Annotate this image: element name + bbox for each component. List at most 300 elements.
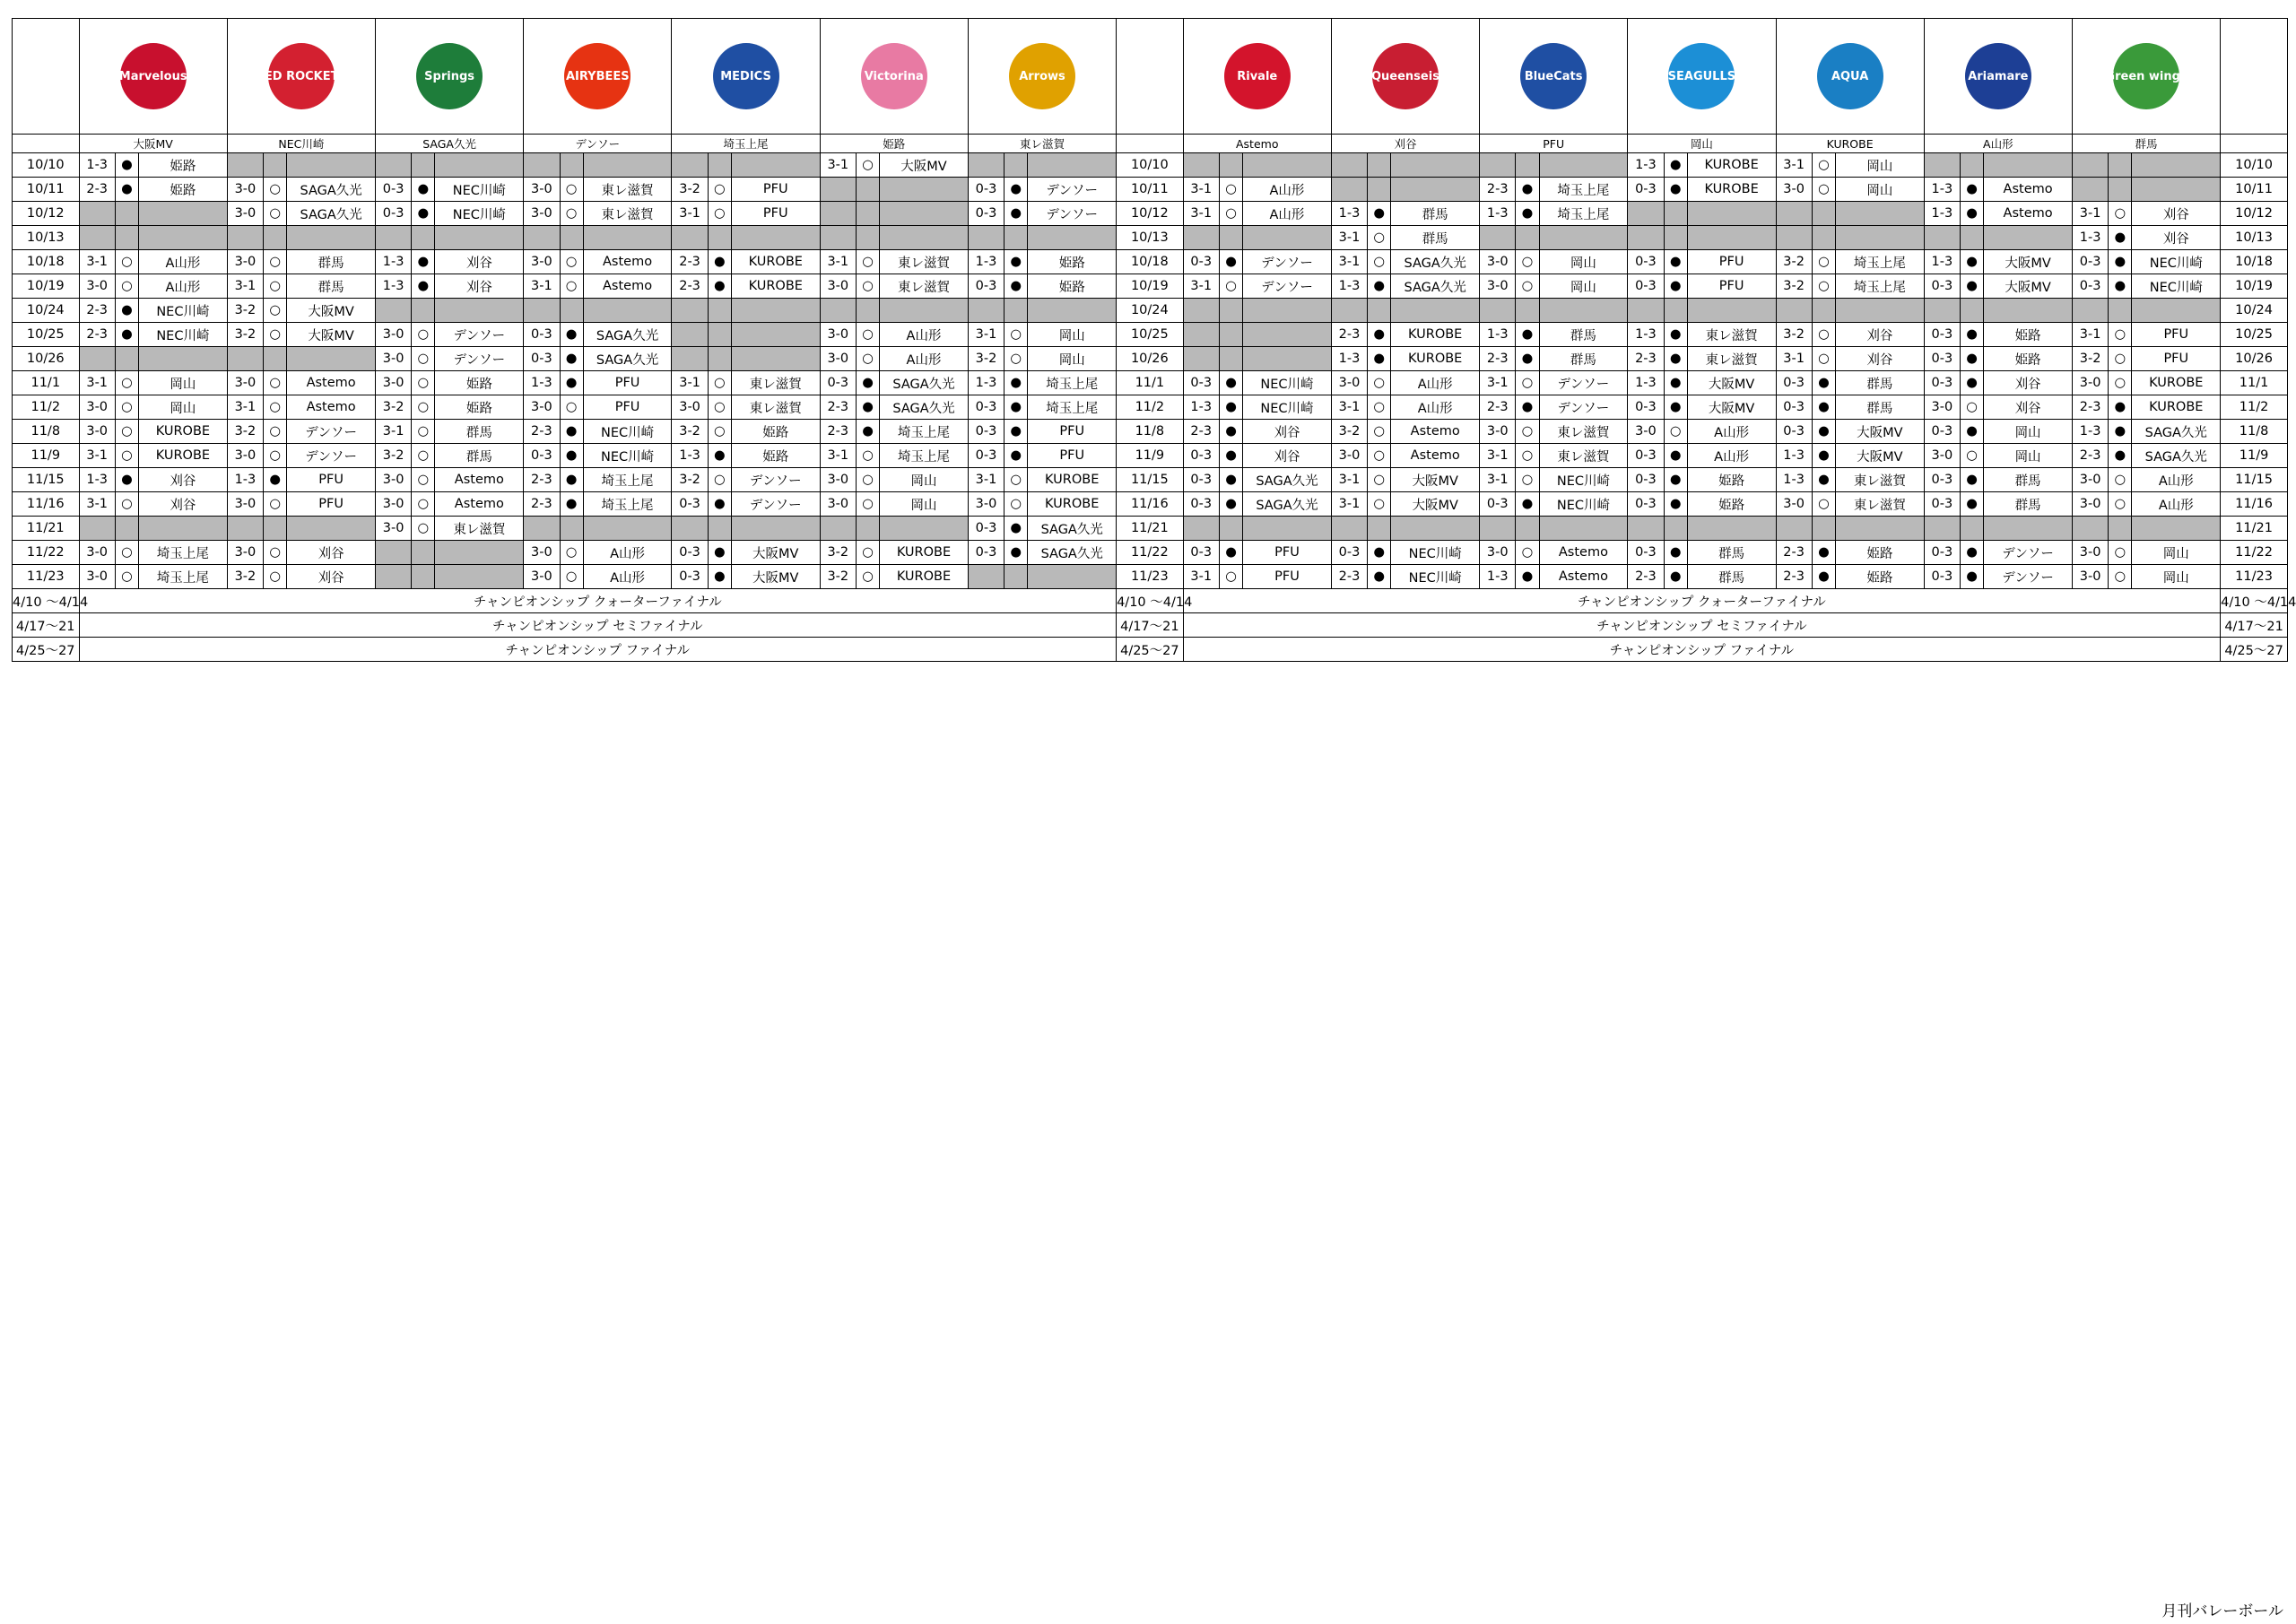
schedule-table: [12, 18, 2296, 662]
opponent-name: 姫路: [1028, 274, 1117, 299]
match-score: 0-3: [1776, 395, 1812, 420]
opponent-name: 群馬: [1984, 468, 2073, 492]
empty-score: [968, 153, 1004, 178]
empty-opponent: [1835, 202, 1924, 226]
win-loss-mark: ●: [708, 250, 731, 274]
team-name: 大阪MV: [79, 135, 227, 153]
match-score: 3-0: [375, 468, 411, 492]
opponent-name: Astemo: [1539, 541, 1628, 565]
empty-score: [672, 226, 708, 250]
empty-opponent: [1687, 202, 1776, 226]
empty-score: [672, 323, 708, 347]
opponent-name: 刈谷: [139, 492, 228, 517]
empty-opponent: [731, 153, 820, 178]
empty-score: [375, 299, 411, 323]
win-loss-mark: ○: [1516, 468, 1539, 492]
win-loss-mark: ○: [2109, 565, 2132, 589]
win-loss-mark: ○: [708, 371, 731, 395]
match-score: 0-3: [968, 444, 1004, 468]
empty-score: [672, 347, 708, 371]
win-loss-mark: ○: [264, 250, 287, 274]
empty-mark: [560, 153, 583, 178]
opponent-name: PFU: [583, 395, 672, 420]
match-date-right: 11/9: [2221, 444, 2288, 468]
win-loss-mark: ●: [1219, 444, 1242, 468]
opponent-name: 埼玉上尾: [1028, 371, 1117, 395]
win-loss-mark: ○: [1368, 444, 1391, 468]
win-loss-mark: ●: [1368, 323, 1391, 347]
match-date: 10/18: [13, 250, 80, 274]
match-score: 3-1: [1331, 468, 1367, 492]
empty-mark: [2109, 153, 2132, 178]
empty-score: [79, 347, 115, 371]
win-loss-mark: ○: [1219, 565, 1242, 589]
win-loss-mark: ○: [412, 395, 435, 420]
opponent-name: NEC川崎: [1539, 492, 1628, 517]
team-logo-cell: [672, 19, 820, 135]
win-loss-mark: ○: [412, 371, 435, 395]
match-date-right: 11/8: [2221, 420, 2288, 444]
empty-mark: [412, 153, 435, 178]
empty-mark: [1812, 202, 1835, 226]
opponent-name: 群馬: [1984, 492, 2073, 517]
opponent-name: デンソー: [1984, 541, 2073, 565]
empty-mark: [2109, 517, 2132, 541]
opponent-name: 東レ滋賀: [1687, 323, 1776, 347]
win-loss-mark: ○: [1368, 492, 1391, 517]
empty-score: [1183, 517, 1219, 541]
win-loss-mark: ●: [1516, 492, 1539, 517]
team-logo-mark: Victorina: [861, 43, 927, 109]
team-logo-mark: RED ROCKETS: [268, 43, 335, 109]
match-score: 3-0: [524, 541, 560, 565]
opponent-name: NEC川崎: [1391, 541, 1480, 565]
empty-opponent: [2132, 153, 2221, 178]
match-row: [13, 541, 2288, 565]
team-logo: [1332, 19, 1479, 134]
win-loss-mark: ○: [856, 347, 879, 371]
win-loss-mark: ○: [1368, 468, 1391, 492]
empty-mark: [1516, 299, 1539, 323]
empty-opponent: [1028, 153, 1117, 178]
opponent-name: 大阪MV: [1835, 420, 1924, 444]
match-score: 3-0: [968, 492, 1004, 517]
opponent-name: 刈谷: [1835, 323, 1924, 347]
opponent-name: PFU: [1687, 250, 1776, 274]
match-score: 1-3: [2072, 420, 2108, 444]
match-row: [13, 202, 2288, 226]
match-score: 0-3: [820, 371, 856, 395]
match-score: 2-3: [2072, 395, 2108, 420]
win-loss-mark: ●: [115, 178, 138, 202]
win-loss-mark: ●: [560, 444, 583, 468]
win-loss-mark: ●: [1812, 371, 1835, 395]
opponent-name: A山形: [1687, 444, 1776, 468]
win-loss-mark: ○: [1516, 420, 1539, 444]
opponent-name: 刈谷: [287, 541, 376, 565]
empty-opponent: [880, 517, 969, 541]
qf-title: チャンピオンシップ クォーターファイナル: [79, 589, 1117, 613]
empty-opponent: [583, 299, 672, 323]
opponent-name: 群馬: [1835, 395, 1924, 420]
empty-opponent: [2132, 178, 2221, 202]
opponent-name: A山形: [139, 250, 228, 274]
team-name: 刈谷: [1331, 135, 1479, 153]
match-date: 11/8: [13, 420, 80, 444]
match-row: [13, 420, 2288, 444]
team-logo-cell: [1480, 19, 1628, 135]
match-date: 10/26: [13, 347, 80, 371]
win-loss-mark: ●: [1516, 202, 1539, 226]
win-loss-mark: ●: [1219, 541, 1242, 565]
team-logo: [1184, 19, 1331, 134]
opponent-name: 大阪MV: [1391, 468, 1480, 492]
opponent-name: 東レ滋賀: [1539, 444, 1628, 468]
empty-score: [820, 299, 856, 323]
match-score: 1-3: [1924, 250, 1960, 274]
match-date: 10/25: [13, 323, 80, 347]
empty-opponent: [880, 178, 969, 202]
match-score: 2-3: [1480, 347, 1516, 371]
win-loss-mark: ○: [1664, 420, 1687, 444]
win-loss-mark: ●: [708, 541, 731, 565]
win-loss-mark: ○: [115, 371, 138, 395]
opponent-name: 大阪MV: [731, 565, 820, 589]
match-date-mid: 11/9: [1117, 444, 1184, 468]
empty-score: [820, 178, 856, 202]
team-logo-mark: Rivale: [1224, 43, 1291, 109]
opponent-name: 群馬: [287, 250, 376, 274]
win-loss-mark: ●: [2109, 274, 2132, 299]
match-score: 3-0: [227, 250, 263, 274]
opponent-name: 姫路: [139, 153, 228, 178]
match-score: 2-3: [672, 250, 708, 274]
win-loss-mark: ○: [264, 395, 287, 420]
match-score: 2-3: [1776, 541, 1812, 565]
opponent-name: デンソー: [1028, 202, 1117, 226]
win-loss-mark: ●: [1368, 541, 1391, 565]
empty-opponent: [287, 153, 376, 178]
opponent-name: 姫路: [731, 444, 820, 468]
empty-score: [524, 226, 560, 250]
match-date: 11/15: [13, 468, 80, 492]
match-date-right: 10/11: [2221, 178, 2288, 202]
match-score: 3-0: [1480, 541, 1516, 565]
empty-mark: [1219, 517, 1242, 541]
opponent-name: デンソー: [1243, 250, 1332, 274]
win-loss-mark: ●: [2109, 444, 2132, 468]
opponent-name: 群馬: [1687, 565, 1776, 589]
empty-mark: [1516, 153, 1539, 178]
match-score: 3-1: [79, 444, 115, 468]
match-score: 3-1: [820, 250, 856, 274]
win-loss-mark: ●: [1219, 395, 1242, 420]
match-score: 1-3: [672, 444, 708, 468]
win-loss-mark: ○: [1812, 153, 1835, 178]
empty-opponent: [1539, 153, 1628, 178]
win-loss-mark: ○: [1812, 178, 1835, 202]
win-loss-mark: ○: [856, 444, 879, 468]
win-loss-mark: ●: [856, 371, 879, 395]
match-score: 0-3: [968, 517, 1004, 541]
opponent-name: SAGA久光: [287, 202, 376, 226]
win-loss-mark: ○: [708, 420, 731, 444]
empty-opponent: [2132, 299, 2221, 323]
opponent-name: PFU: [1028, 444, 1117, 468]
empty-opponent: [1028, 565, 1117, 589]
match-score: 2-3: [1628, 565, 1664, 589]
match-score: 3-2: [820, 565, 856, 589]
match-score: 3-1: [672, 202, 708, 226]
match-score: 2-3: [2072, 444, 2108, 468]
empty-mark: [1516, 226, 1539, 250]
empty-mark: [264, 226, 287, 250]
match-score: 3-1: [1331, 395, 1367, 420]
opponent-name: NEC川崎: [1539, 468, 1628, 492]
match-score: 3-0: [1628, 420, 1664, 444]
empty-mark: [1664, 202, 1687, 226]
opponent-name: 刈谷: [1243, 420, 1332, 444]
opponent-name: SAGA久光: [1243, 468, 1332, 492]
empty-opponent: [2132, 517, 2221, 541]
empty-opponent: [731, 226, 820, 250]
win-loss-mark: ○: [856, 565, 879, 589]
empty-opponent: [1687, 299, 1776, 323]
empty-mark: [115, 347, 138, 371]
opponent-name: A山形: [1391, 371, 1480, 395]
win-loss-mark: ○: [1368, 371, 1391, 395]
opponent-name: 大阪MV: [287, 323, 376, 347]
match-row: [13, 299, 2288, 323]
win-loss-mark: ●: [1812, 395, 1835, 420]
match-score: 3-1: [2072, 323, 2108, 347]
match-score: 3-0: [79, 541, 115, 565]
final-title-right: チャンピオンシップ ファイナル: [1183, 638, 2221, 662]
win-loss-mark: ●: [1004, 371, 1028, 395]
team-logo: [821, 19, 968, 134]
opponent-name: デンソー: [435, 323, 524, 347]
opponent-name: KUROBE: [2132, 395, 2221, 420]
win-loss-mark: ○: [1812, 323, 1835, 347]
opponent-name: 刈谷: [435, 274, 524, 299]
opponent-name: 群馬: [1391, 226, 1480, 250]
empty-score: [1331, 299, 1367, 323]
empty-opponent: [1243, 323, 1332, 347]
match-row: [13, 274, 2288, 299]
win-loss-mark: ○: [1516, 371, 1539, 395]
empty-mark: [1368, 517, 1391, 541]
opponent-name: 埼玉上尾: [139, 565, 228, 589]
empty-score: [1480, 299, 1516, 323]
win-loss-mark: ●: [2109, 250, 2132, 274]
opponent-name: PFU: [287, 492, 376, 517]
match-score: 1-3: [968, 371, 1004, 395]
match-score: 0-3: [375, 202, 411, 226]
win-loss-mark: ●: [1961, 250, 1984, 274]
match-score: 0-3: [1776, 371, 1812, 395]
empty-mark: [1368, 299, 1391, 323]
empty-opponent: [1984, 226, 2073, 250]
team-logo-mark: AQUA: [1817, 43, 1883, 109]
opponent-name: 刈谷: [1835, 347, 1924, 371]
opponent-name: Astemo: [287, 395, 376, 420]
opponent-name: 刈谷: [435, 250, 524, 274]
empty-score: [1924, 517, 1960, 541]
empty-score: [1924, 153, 1960, 178]
empty-score: [2072, 299, 2108, 323]
win-loss-mark: ●: [1961, 420, 1984, 444]
win-loss-mark: ○: [1961, 395, 1984, 420]
match-score: 3-0: [820, 323, 856, 347]
win-loss-mark: ○: [1516, 274, 1539, 299]
team-logo: [1777, 19, 1924, 134]
win-loss-mark: ●: [412, 202, 435, 226]
opponent-name: デンソー: [1243, 274, 1332, 299]
match-row: [13, 517, 2288, 541]
empty-mark: [708, 226, 731, 250]
opponent-name: 大阪MV: [1984, 250, 2073, 274]
team-logo: [969, 19, 1116, 134]
empty-score: [1183, 226, 1219, 250]
match-score: 3-2: [672, 178, 708, 202]
empty-opponent: [1539, 299, 1628, 323]
match-score: 3-0: [227, 492, 263, 517]
win-loss-mark: ○: [560, 565, 583, 589]
opponent-name: Astemo: [287, 371, 376, 395]
match-score: 0-3: [968, 420, 1004, 444]
opponent-name: 東レ滋賀: [1835, 492, 1924, 517]
opponent-name: PFU: [2132, 347, 2221, 371]
opponent-name: NEC川崎: [583, 444, 672, 468]
win-loss-mark: ●: [1664, 371, 1687, 395]
win-loss-mark: ○: [1961, 444, 1984, 468]
match-score: 0-3: [2072, 250, 2108, 274]
win-loss-mark: ○: [1812, 492, 1835, 517]
win-loss-mark: ●: [1516, 395, 1539, 420]
win-loss-mark: ○: [1004, 492, 1028, 517]
empty-score: [1628, 517, 1664, 541]
empty-mark: [1812, 299, 1835, 323]
opponent-name: 岡山: [139, 371, 228, 395]
team-logo-mark: Ariamare: [1965, 43, 2031, 109]
win-loss-mark: ●: [1004, 202, 1028, 226]
match-date: 11/2: [13, 395, 80, 420]
match-date-mid: 11/23: [1117, 565, 1184, 589]
opponent-name: A山形: [2132, 492, 2221, 517]
qf-date-mid: 4/10 ～4/14: [1117, 589, 1184, 613]
match-score: 0-3: [524, 323, 560, 347]
win-loss-mark: ●: [708, 274, 731, 299]
opponent-name: 刈谷: [287, 565, 376, 589]
match-date-right: 11/1: [2221, 371, 2288, 395]
win-loss-mark: ○: [1812, 250, 1835, 274]
opponent-name: KUROBE: [2132, 371, 2221, 395]
match-score: 1-3: [79, 153, 115, 178]
match-score: 0-3: [968, 274, 1004, 299]
match-score: 0-3: [1628, 444, 1664, 468]
match-score: 3-0: [2072, 492, 2108, 517]
win-loss-mark: ●: [1961, 468, 1984, 492]
empty-score: [79, 226, 115, 250]
empty-opponent: [1687, 517, 1776, 541]
opponent-name: SAGA久光: [583, 323, 672, 347]
empty-score: [79, 202, 115, 226]
match-date-right: 11/2: [2221, 395, 2288, 420]
match-score: 0-3: [524, 444, 560, 468]
opponent-name: 東レ滋賀: [880, 274, 969, 299]
win-loss-mark: ●: [115, 323, 138, 347]
empty-opponent: [435, 565, 524, 589]
win-loss-mark: ○: [1004, 323, 1028, 347]
win-loss-mark: ●: [1664, 178, 1687, 202]
match-score: 1-3: [227, 468, 263, 492]
win-loss-mark: ○: [115, 250, 138, 274]
win-loss-mark: ○: [560, 274, 583, 299]
match-date: 10/13: [13, 226, 80, 250]
opponent-name: 東レ滋賀: [880, 250, 969, 274]
semifinal-title-right: チャンピオンシップ セミファイナル: [1183, 613, 2221, 638]
opponent-name: 東レ滋賀: [583, 202, 672, 226]
win-loss-mark: ○: [1368, 226, 1391, 250]
empty-mark: [115, 517, 138, 541]
win-loss-mark: ●: [1516, 347, 1539, 371]
team-logo-mark: Queenseis: [1372, 43, 1439, 109]
opponent-name: 岡山: [2132, 541, 2221, 565]
match-date-right: 10/24: [2221, 299, 2288, 323]
win-loss-mark: ○: [708, 178, 731, 202]
win-loss-mark: ○: [264, 444, 287, 468]
win-loss-mark: ○: [708, 202, 731, 226]
win-loss-mark: ○: [2109, 492, 2132, 517]
match-score: 3-1: [672, 371, 708, 395]
opponent-name: 埼玉上尾: [880, 420, 969, 444]
opponent-name: 群馬: [1539, 323, 1628, 347]
win-loss-mark: ○: [1004, 347, 1028, 371]
match-score: 3-0: [1331, 444, 1367, 468]
empty-score: [1628, 299, 1664, 323]
win-loss-mark: ○: [412, 323, 435, 347]
match-score: 3-1: [375, 420, 411, 444]
opponent-name: 姫路: [1984, 347, 2073, 371]
match-score: 3-0: [227, 202, 263, 226]
match-score: 1-3: [1924, 178, 1960, 202]
win-loss-mark: ●: [560, 420, 583, 444]
match-score: 0-3: [1924, 565, 1960, 589]
empty-score: [1776, 299, 1812, 323]
match-score: 2-3: [79, 323, 115, 347]
match-row: [13, 468, 2288, 492]
opponent-name: 刈谷: [1984, 371, 2073, 395]
match-date-mid: 10/13: [1117, 226, 1184, 250]
match-score: 1-3: [1331, 347, 1367, 371]
match-score: 1-3: [524, 371, 560, 395]
match-score: 3-2: [227, 299, 263, 323]
opponent-name: A山形: [1391, 395, 1480, 420]
match-score: 0-3: [1776, 420, 1812, 444]
match-score: 1-3: [1776, 468, 1812, 492]
win-loss-mark: ○: [412, 517, 435, 541]
team-logo-mark: Marvelous: [120, 43, 187, 109]
empty-score: [1776, 517, 1812, 541]
match-score: 3-0: [524, 178, 560, 202]
win-loss-mark: ●: [2109, 226, 2132, 250]
empty-mark: [1812, 517, 1835, 541]
match-score: 3-0: [820, 492, 856, 517]
empty-score: [1480, 517, 1516, 541]
match-date-right: 11/15: [2221, 468, 2288, 492]
match-score: 2-3: [820, 395, 856, 420]
opponent-name: NEC川崎: [435, 178, 524, 202]
